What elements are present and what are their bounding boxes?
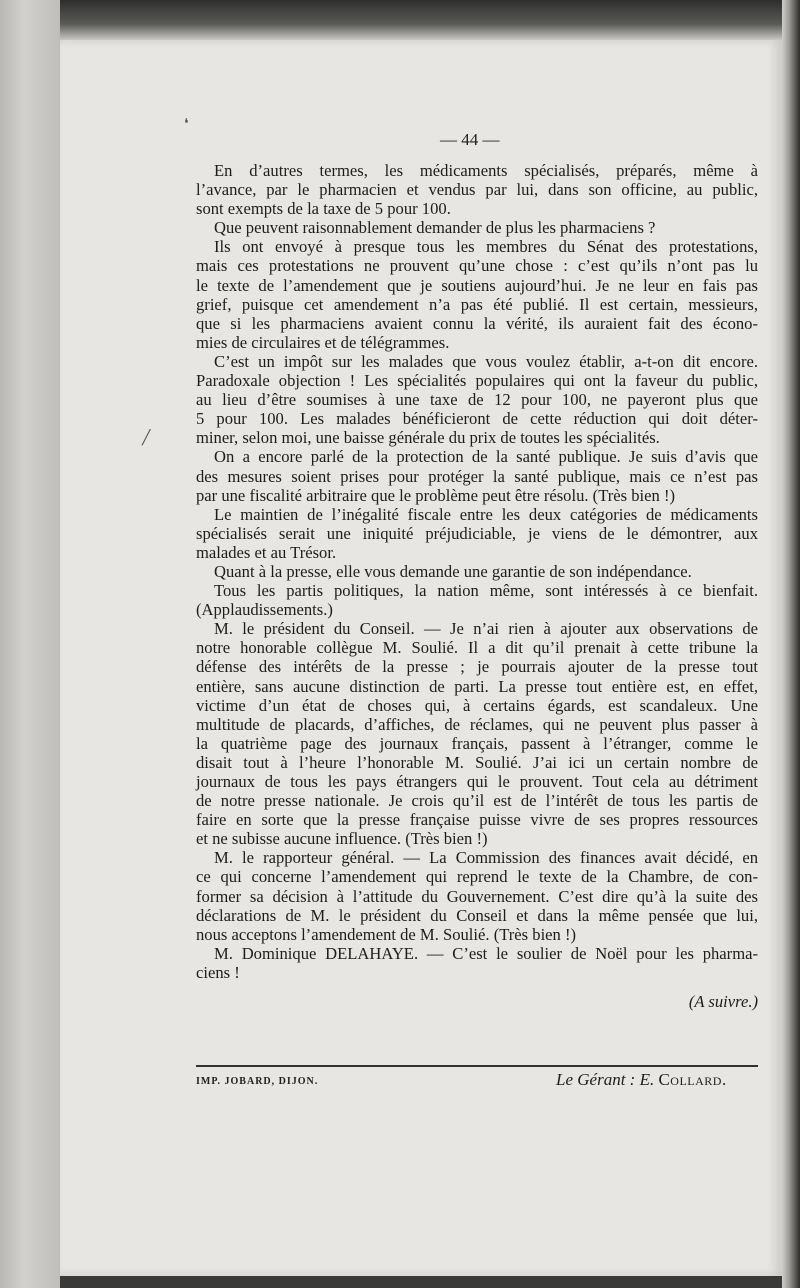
text-line: M. Dominique DELAHAYE. — C’est le soulier de Noël pour les pharma- bbox=[214, 943, 758, 963]
text-line: sont exempts de la taxe de 5 pour 100. bbox=[196, 199, 451, 219]
footer-rule bbox=[196, 1065, 758, 1067]
text-line: (Applaudissements.) bbox=[196, 600, 333, 620]
text-line: On a encore parlé de la protection de la santé publique. Je suis d’avis que bbox=[214, 447, 758, 467]
text-line: par une fiscalité arbitraire que le problème peut être résolu. (Très bien !) bbox=[196, 485, 676, 505]
text-line: Paradoxale objection ! Les spécialités populaires qui ont la faveur du public, bbox=[196, 371, 758, 391]
text-line: et ne subisse aucune influence. (Très bien !) bbox=[196, 829, 488, 849]
gerant-name: Collard. bbox=[658, 1070, 727, 1089]
printer-imprint: IMP. JOBARD, DIJON. bbox=[196, 1076, 319, 1087]
scan-top-edge bbox=[60, 0, 782, 40]
text-line: victime d’un état de choses qui, à certains égards, est scandaleux. Une bbox=[196, 695, 758, 715]
text-line: Le maintien de l’inégalité fiscale entre les deux catégories de médicaments bbox=[214, 504, 758, 524]
text-line: malades et au Trésor. bbox=[196, 542, 337, 562]
gerant-line bbox=[556, 1070, 727, 1090]
text-line: Ils ont envoyé à presque tous les membres du Sénat des protestations, bbox=[214, 237, 758, 257]
text-line: faire en sorte que la presse française puisse vivre de ses propres ressources bbox=[196, 810, 758, 830]
page-number: — 44 — bbox=[440, 130, 500, 149]
text-line: Que peuvent raisonnablement demander de plus les pharmaciens ? bbox=[214, 218, 656, 238]
text-line: nous acceptons l’amendement de M. Soulié. (Très bien !) bbox=[196, 924, 577, 944]
text-line: mais ces protestations ne prouvent qu’une chose : c’est qu’ils n’ont pas lu bbox=[196, 256, 758, 276]
text-line: de notre presse nationale. Je crois qu’il est de l’intérêt de tous les partis de bbox=[196, 791, 758, 811]
text-line: déclarations de M. le président du Conseil et dans la même pensée que lui, bbox=[196, 905, 758, 925]
text-line: le texte de l’amendement que je soutiens aujourd’hui. Je ne leur en fais pas bbox=[196, 275, 758, 295]
text-line: M. le rapporteur général. — La Commission des finances avait décidé, en bbox=[214, 848, 758, 868]
text-line: grief, puisque cet amendement n’a pas été publié. Il est certain, messieurs, bbox=[196, 294, 758, 314]
text-line: défense des intérêts de la presse ; je pourrais ajouter de la presse tout bbox=[196, 657, 758, 677]
text-line: ciens ! bbox=[196, 962, 240, 982]
scan-right-edge bbox=[782, 0, 800, 1288]
text-line: l’avance, par le pharmacien et vendus par lui, dans son officine, au public, bbox=[196, 180, 758, 200]
a-suivre: (A suivre.) bbox=[688, 992, 758, 1012]
gerant-prefix: Le Gérant : E. bbox=[556, 1070, 659, 1089]
text-line: Tous les partis politiques, la nation même, sont intéressés à ce bienfait. bbox=[214, 581, 758, 601]
text-line: former sa décision à l’attitude du Gouvernement. C’est dire qu’à la suite des bbox=[196, 886, 758, 906]
text-line: En d’autres termes, les médicaments spécialisés, préparés, même à bbox=[214, 161, 758, 180]
ink-mark: ❛ bbox=[184, 117, 189, 132]
body-text bbox=[196, 161, 758, 1011]
text-line: spécialisés serait une iniquité préjudiciable, je viens de le démontrer, aux bbox=[196, 523, 758, 543]
text-line: M. le président du Conseil. — Je n’ai rien à ajouter aux observations de bbox=[214, 619, 758, 639]
pencil-mark: ╱ bbox=[142, 431, 151, 446]
text-line: mies de circulaires et de télégrammes. bbox=[196, 332, 450, 352]
text-line: des mesures soient prises pour protéger la santé publique, mais ce n’est pas bbox=[196, 466, 758, 486]
text-line: 5 pour 100. Les malades bénéficieront de cette réduction qui doit déter- bbox=[196, 409, 758, 429]
text-line: Quant à la presse, elle vous demande une garantie de son indépendance. bbox=[214, 561, 692, 581]
text-line: au lieu d’être soumises à une taxe de 12 pour 100, ne payeront plus que bbox=[196, 390, 758, 410]
text-line: notre honorable collègue M. Soulié. Il a dit qu’il prenait à cette tribune la bbox=[196, 638, 758, 658]
text-line: entière, sans aucune distinction de parti. La presse tout entière est, en effet, bbox=[196, 676, 758, 696]
text-line: ce qui concerne l’amendement qui reprend le texte de la Chambre, de con- bbox=[196, 867, 758, 887]
text-line: journaux de tous les pays étrangers qui le prouvent. Tout cela au détriment bbox=[196, 772, 758, 791]
text-line: multitude de placards, d’affiches, de réclames, qui ne peuvent plus passer à bbox=[196, 714, 758, 734]
text-line: la quatrième page des journaux français, passent à l’étranger, comme le bbox=[196, 733, 758, 753]
text-line: miner, selon moi, une baisse générale du prix de toutes les spécialités. bbox=[196, 428, 660, 448]
text-line: disait tout à l’heure l’honorable M. Soulié. J’ai ici un certain nombre de bbox=[196, 752, 758, 772]
scan-left-edge bbox=[0, 0, 60, 1288]
text-line: C’est un impôt sur les malades que vous voulez établir, a-t-on dit encore. bbox=[214, 351, 758, 371]
text-line: que si les pharmaciens avaient connu la vérité, ils auraient fait des écono- bbox=[196, 313, 758, 333]
